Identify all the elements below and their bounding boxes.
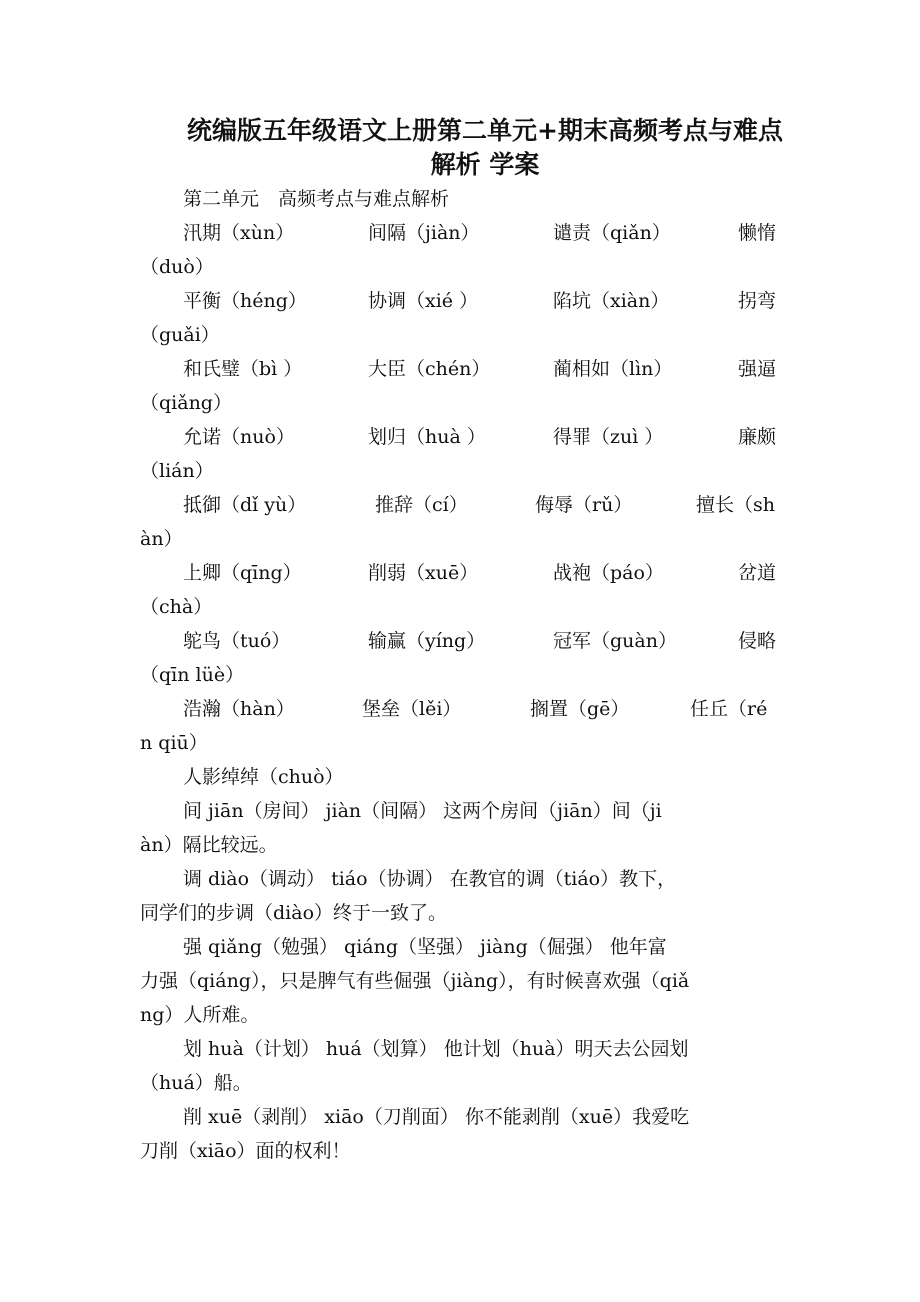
vocab-item: 和氏璧（bì ） [183, 358, 303, 380]
vocab-item: 抵御（dǐ yù） [183, 494, 307, 516]
vocab-item: 间隔（jiàn） [368, 222, 480, 244]
vocab-item-continuation: （duò） [140, 256, 214, 278]
vocab-item: 侮辱（rǔ） [535, 494, 633, 516]
vocab-item: 鸵鸟（tuó） [183, 630, 291, 652]
document-title-line2: 解析 学案 [430, 150, 540, 179]
vocab-item: 允诺（nuò） [183, 426, 295, 448]
vocab-item: 廉颇 [738, 426, 777, 448]
vocab-item: 大臣（chén） [368, 358, 491, 380]
paragraph-line: 削 xuē（剥削） xiāo（刀削面） 你不能剥削（xuē）我爱吃 [183, 1106, 690, 1128]
vocab-item: 削弱（xuē） [368, 562, 479, 584]
paragraph-line: （huá）船。 [140, 1072, 252, 1094]
vocab-item: 浩瀚（hàn） [183, 698, 295, 720]
vocab-item-continuation: （qiǎng） [140, 392, 232, 414]
vocab-item: 陷坑（xiàn） [553, 290, 670, 312]
vocab-item: 平衡（héng） [183, 290, 307, 312]
vocab-item: 推辞（cí） [375, 494, 468, 516]
vocab-item: 战袍（páo） [553, 562, 664, 584]
vocab-item: 懒惰 [738, 222, 777, 244]
vocab-item: 侵略 [738, 630, 777, 652]
vocab-item: 上卿（qīng） [183, 562, 302, 584]
paragraph-line: 同学们的步调（diào）终于一致了。 [140, 902, 448, 924]
vocab-item-continuation: （qīn lüè） [140, 664, 245, 686]
vocab-item-continuation: （lián） [140, 460, 214, 482]
vocab-item: 堡垒（lěi） [362, 698, 462, 720]
vocab-item: 谴责（qiǎn） [553, 222, 671, 244]
vocab-item: 岔道 [738, 562, 777, 584]
vocab-item-continuation: （guǎi） [140, 324, 220, 346]
paragraph-line: ng）人所难。 [140, 1004, 260, 1026]
vocab-item: 输赢（yíng） [368, 630, 486, 652]
vocab-item-continuation: n qiū） [140, 732, 208, 754]
vocab-item: 汛期（xùn） [183, 222, 295, 244]
document-title-line1: 统编版五年级语文上册第二单元+期末高频考点与难点 [187, 116, 783, 145]
vocab-item: 协调（xié ） [368, 290, 479, 312]
vocab-item: 任丘（ré [690, 698, 768, 720]
vocab-item: 强逼 [738, 358, 777, 380]
section-heading: 第二单元 高频考点与难点解析 [183, 188, 450, 210]
vocab-item: 冠军（guàn） [553, 630, 677, 652]
vocab-item: 蔺相如（lìn） [553, 358, 673, 380]
paragraph-line: 调 diào（调动） tiáo（协调） 在教官的调（tiáo）教下， [183, 868, 677, 890]
vocab-item: 搁置（gē） [530, 698, 630, 720]
paragraph-line: 间 jiān（房间） jiàn（间隔） 这两个房间（jiān）间（ji [183, 800, 662, 822]
paragraph-line: 强 qiǎng（勉强） qiáng（坚强） jiàng（倔强） 他年富 [183, 936, 667, 958]
vocab-single-line: 人影绰绰（chuò） [183, 766, 344, 788]
vocab-item-continuation: （chà） [140, 596, 213, 618]
paragraph-line: àn）隔比较远。 [140, 834, 278, 856]
vocab-item: 拐弯 [738, 290, 777, 312]
paragraph-line: 力强（qiáng），只是脾气有些倔强（jiàng），有时候喜欢强（qiǎ [140, 970, 690, 992]
vocab-item-continuation: àn） [140, 528, 183, 550]
paragraph-line: 刀削（xiāo）面的权利！ [140, 1140, 351, 1162]
paragraph-line: 划 huà（计划） huá（划算） 他计划（huà）明天去公园划 [183, 1038, 689, 1060]
vocab-item: 擅长（sh [696, 494, 775, 516]
vocab-item: 得罪（zuì ） [553, 426, 664, 448]
vocab-item: 划归（huà ） [368, 426, 486, 448]
